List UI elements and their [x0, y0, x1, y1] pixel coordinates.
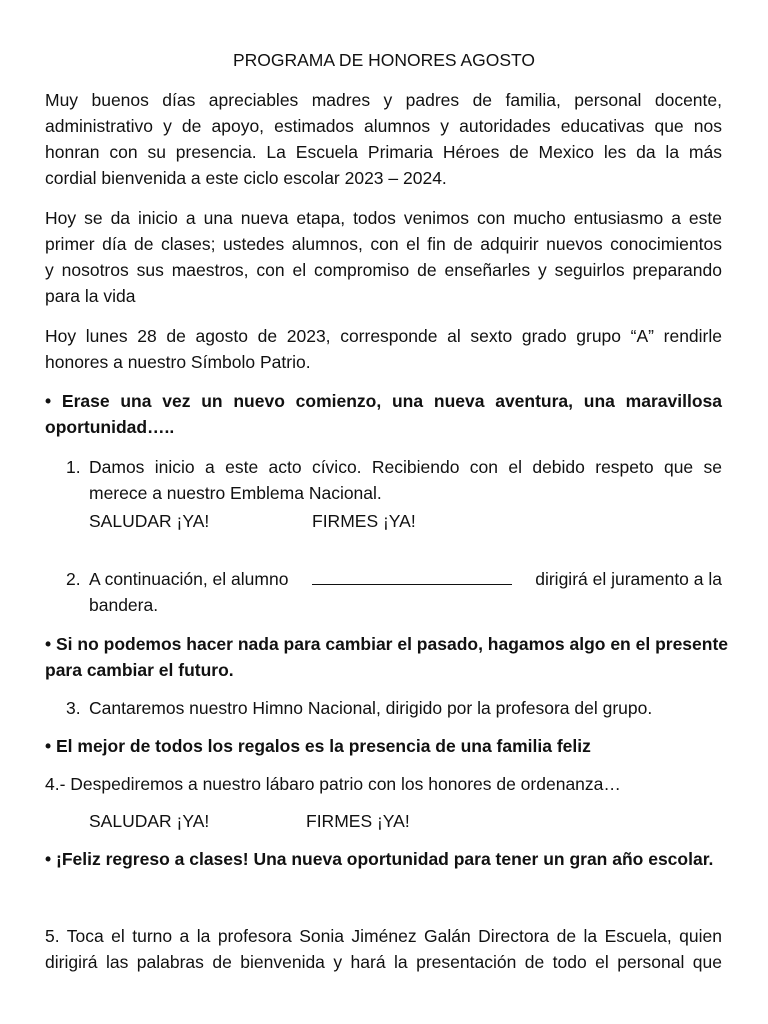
paragraph-line: Hoy lunes 28 de agosto de 2023, corresponde al sexto grado grupo “A” rendirle: [45, 326, 722, 346]
list-number: 1.: [66, 457, 81, 477]
bold-bullet-line: para cambiar el futuro.: [45, 660, 234, 680]
list-item-line: Cantaremos nuestro Himno Nacional, dirigido por la profesora del grupo.: [89, 698, 653, 718]
list-item-line: Damos inicio a este acto cívico. Recibiendo con el debido respeto que se: [89, 457, 722, 477]
list-item-line: [89, 568, 722, 590]
paragraph-line: cordial bienvenida a este ciclo escolar 2023 – 2024.: [45, 168, 447, 188]
document-title: PROGRAMA DE HONORES AGOSTO: [232, 50, 536, 70]
paragraph-line: administrativo y de apoyo, estimados alumnos y autoridades educativas que nos: [45, 116, 722, 136]
command-saludar: SALUDAR ¡YA!: [89, 511, 210, 531]
paragraph-line: para la vida: [45, 286, 136, 306]
paragraph-line: primer día de clases; ustedes alumnos, con el fin de adquirir nuevos conocimientos: [45, 234, 722, 254]
paragraph-line: dirigirá las palabras de bienvenida y hará la presentación de todo el personal que: [45, 952, 722, 972]
name-blank: [312, 568, 512, 585]
paragraph-line: y nosotros sus maestros, con el compromiso de enseñarles y seguirlos preparando: [45, 260, 722, 280]
paragraph-line: honran con su presencia. La Escuela Primaria Héroes de Mexico les da la más: [45, 142, 722, 162]
command-firmes: FIRMES ¡YA!: [312, 511, 416, 531]
list-number: 3.: [66, 698, 81, 718]
paragraph-line: honores a nuestro Símbolo Patrio.: [45, 352, 311, 372]
alumno-label: A continuación, el alumno: [89, 569, 289, 589]
bold-bullet-line: • Erase una vez un nuevo comienzo, una nueva aventura, una maravillosa: [45, 391, 722, 411]
command-saludar: SALUDAR ¡YA!: [89, 811, 210, 831]
juramento-text: dirigirá el juramento a la: [535, 569, 722, 589]
list-item-line: 4.- Despediremos a nuestro lábaro patrio con los honores de ordenanza…: [45, 774, 621, 794]
list-item-line: bandera.: [89, 595, 159, 615]
bold-bullet-line: • ¡Feliz regreso a clases! Una nueva oportunidad para tener un gran año escolar.: [45, 849, 714, 869]
list-number: 2.: [66, 569, 81, 589]
bold-bullet-line: • El mejor de todos los regalos es la presencia de una familia feliz: [45, 736, 591, 756]
paragraph-line: Hoy se da inicio a una nueva etapa, todos venimos con mucho entusiasmo a este: [45, 208, 722, 228]
command-firmes: FIRMES ¡YA!: [306, 811, 410, 831]
paragraph-line: Muy buenos días apreciables madres y padres de familia, personal docente,: [45, 90, 722, 110]
bold-bullet-line: • Si no podemos hacer nada para cambiar el pasado, hagamos algo en el presente: [45, 634, 729, 654]
list-item-line: merece a nuestro Emblema Nacional.: [89, 483, 382, 503]
bold-bullet-line: oportunidad…..: [45, 417, 175, 437]
paragraph-line: 5. Toca el turno a la profesora Sonia Jiménez Galán Directora de la Escuela, quien: [45, 926, 722, 946]
